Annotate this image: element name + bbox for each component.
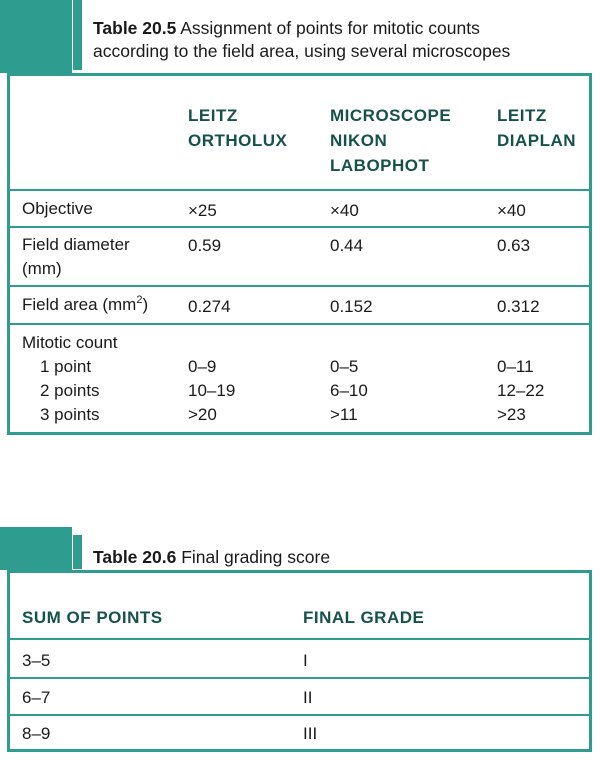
label-line: Field diameter: [22, 235, 130, 254]
row-label-field-diameter: [22, 233, 130, 281]
row-divider: [10, 189, 589, 191]
label-line: Mitotic count: [22, 333, 118, 352]
cell-objective-ortholux: ×25: [188, 201, 217, 220]
cell-area-diaplan: 0.312: [497, 297, 540, 316]
table-20-5-caption: [93, 17, 593, 63]
caption-label: Table 20.5: [93, 18, 177, 38]
cell-sum-points: 3–5: [22, 651, 51, 670]
row-label-mitotic-count: [22, 331, 117, 427]
label-text: Field area (mm: [22, 295, 137, 314]
header-line: LABOPHOT: [330, 156, 430, 175]
cell-final-grade: I: [303, 651, 308, 670]
cell-diameter-labophot: 0.44: [330, 236, 364, 255]
column-header-sum-of-points: SUM OF POINTS: [22, 608, 163, 627]
column-header-leitz-ortholux: [188, 103, 287, 153]
header-line: LEITZ: [188, 106, 238, 125]
cell-diameter-diaplan: 0.63: [497, 236, 531, 255]
header-line: NIKON: [330, 131, 388, 150]
table-tab-decoration: [0, 0, 72, 73]
cell-diameter-ortholux: 0.59: [188, 236, 222, 255]
range-value: 12–22: [497, 381, 545, 400]
range-value: >20: [188, 405, 217, 424]
column-header-nikon-labophot: [330, 103, 451, 178]
column-header-leitz-diaplan: [497, 103, 576, 153]
caption-bar-decoration: [73, 0, 82, 70]
row-divider: [10, 677, 589, 679]
cell-mitotic-diaplan: [497, 355, 544, 427]
column-header-final-grade: FINAL GRADE: [303, 608, 425, 627]
range-value: 6–10: [330, 381, 368, 400]
cell-sum-points: 8–9: [22, 724, 51, 743]
header-line: DIAPLAN: [497, 131, 577, 150]
sub-label-2-points: 2 points: [40, 381, 100, 400]
row-label-field-area: [22, 293, 148, 319]
cell-mitotic-ortholux: [188, 355, 235, 427]
caption-text: Final grading score: [181, 547, 331, 567]
row-divider: [10, 226, 589, 228]
caption-text-line2: according to the field area, using several microscopes: [93, 41, 511, 61]
cell-final-grade: III: [303, 724, 318, 743]
caption-bar-decoration: [73, 535, 82, 569]
cell-area-ortholux: 0.274: [188, 297, 231, 316]
cell-objective-labophot: ×40: [330, 201, 359, 220]
sub-label-3-points: 3 points: [40, 405, 100, 424]
caption-label: Table 20.6: [93, 547, 177, 567]
row-label-objective: Objective: [22, 199, 93, 218]
header-line: MICROSCOPE: [330, 106, 452, 125]
table-20-6-caption: [93, 546, 330, 569]
range-value: 0–9: [188, 357, 217, 376]
range-value: 0–11: [497, 357, 534, 376]
row-divider: [10, 714, 589, 716]
range-value: 0–5: [330, 357, 359, 376]
cell-sum-points: 6–7: [22, 688, 51, 707]
row-divider: [10, 638, 589, 640]
header-line: ORTHOLUX: [188, 131, 288, 150]
cell-objective-diaplan: ×40: [497, 201, 526, 220]
cell-mitotic-labophot: [330, 355, 368, 427]
label-line: (mm): [22, 259, 62, 278]
row-divider: [10, 323, 589, 325]
caption-text-line1: Assignment of points for mitotic counts: [180, 18, 480, 38]
table-tab-decoration: [0, 527, 72, 570]
table-20-6: [7, 572, 592, 752]
label-text-end: ): [142, 295, 149, 314]
range-value: >11: [330, 405, 358, 424]
row-divider: [10, 285, 589, 287]
sub-label-1-point: 1 point: [40, 357, 92, 376]
cell-area-labophot: 0.152: [330, 297, 373, 316]
label-superscript: 2: [136, 294, 143, 306]
range-value: >23: [497, 405, 526, 424]
cell-final-grade: II: [303, 688, 313, 707]
header-line: LEITZ: [497, 106, 547, 125]
range-value: 10–19: [188, 381, 236, 400]
